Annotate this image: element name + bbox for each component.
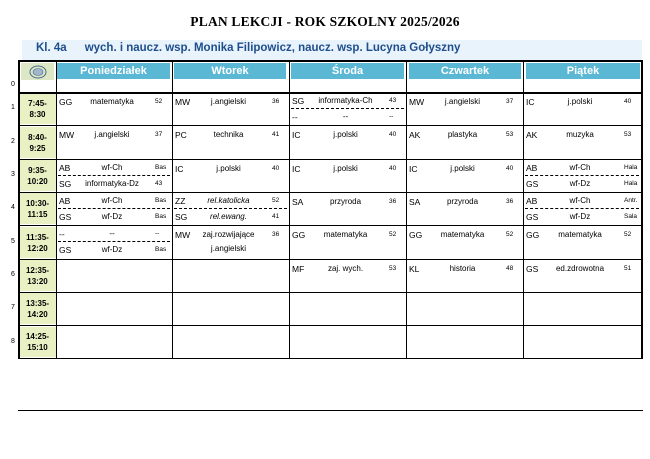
day-header-mon: Poniedziałek xyxy=(57,63,170,79)
lesson-room: 36 xyxy=(272,231,280,238)
lesson-subject: rel.ewang. xyxy=(210,212,247,221)
lesson-room: 48 xyxy=(506,265,514,272)
lesson-teacher: AB xyxy=(526,196,538,206)
lesson-room: -- xyxy=(389,113,394,120)
lesson-subject: ed.zdrowotna xyxy=(555,264,605,273)
lesson-subject: informatyka-Dz xyxy=(85,179,139,188)
lesson-teacher: -- xyxy=(292,112,298,122)
split-divider xyxy=(58,175,170,176)
lesson-subject: -- xyxy=(342,112,349,121)
lesson-teacher: GG xyxy=(409,230,423,240)
split-divider xyxy=(525,175,639,176)
footer-line xyxy=(18,410,643,411)
lesson-subject: matematyka xyxy=(90,97,134,106)
lesson-teacher: MW xyxy=(59,130,75,140)
lesson-room: 40 xyxy=(272,165,280,172)
lesson-room: Antr. xyxy=(624,197,638,204)
lesson-room: 36 xyxy=(272,98,280,105)
lesson-subject: wf-Ch xyxy=(569,196,591,205)
time-slot: 7:45- 8:30 xyxy=(19,93,56,124)
lesson-subject: wf-Ch xyxy=(101,196,123,205)
lesson-room: 40 xyxy=(506,165,514,172)
lesson-teacher: SG xyxy=(59,179,72,189)
lesson-teacher: SG xyxy=(292,96,305,106)
lesson-subject: wf-Dz xyxy=(569,212,591,221)
lesson-subject: muzyka xyxy=(566,130,594,139)
row-number: 2 xyxy=(11,138,15,145)
page-title: PLAN LEKCJI - ROK SZKOLNY 2025/2026 xyxy=(190,14,460,29)
grid-line xyxy=(406,60,407,358)
grid-line xyxy=(18,60,20,358)
grid-line xyxy=(172,60,173,358)
split-divider xyxy=(58,241,170,242)
lesson-teacher: SA xyxy=(292,197,304,207)
lesson-teacher: MW xyxy=(175,230,191,240)
lesson-subject: j.angielski xyxy=(444,97,481,106)
time-slot: 8:40- 9:25 xyxy=(19,127,56,158)
row-number: 1 xyxy=(11,104,15,111)
lesson-subject: historia xyxy=(449,264,476,273)
lesson-room: 36 xyxy=(389,198,397,205)
row-number: 0 xyxy=(11,81,15,88)
lesson-room: 43 xyxy=(389,97,397,104)
lesson-teacher: GG xyxy=(526,230,540,240)
grid-line xyxy=(523,60,524,358)
day-header-thu: Czwartek xyxy=(409,63,521,79)
lesson-room: 40 xyxy=(624,98,632,105)
lesson-subject: j.angielski xyxy=(210,97,247,106)
row-number: 8 xyxy=(11,338,15,345)
lesson-subject: wf-Dz xyxy=(569,179,591,188)
split-divider xyxy=(525,208,639,209)
lesson-teacher: GS xyxy=(59,212,72,222)
lesson-room: 53 xyxy=(506,131,514,138)
row-number: 5 xyxy=(11,238,15,245)
row-number: 6 xyxy=(11,271,15,278)
grid-line xyxy=(56,60,57,358)
lesson-room: Hala xyxy=(624,180,638,187)
lesson-teacher: IC xyxy=(409,164,418,174)
lesson-room: Hala xyxy=(624,164,638,171)
time-slot: 14:25- 15:10 xyxy=(19,327,56,357)
day-header-wed: Środa xyxy=(291,63,404,79)
grid-line xyxy=(18,259,641,260)
lesson-teacher: GS xyxy=(526,264,539,274)
lesson-subject: informatyka-Ch xyxy=(318,96,373,105)
lesson-teacher: GS xyxy=(59,245,72,255)
row-number: 7 xyxy=(11,304,15,311)
lesson-teacher: IC xyxy=(526,97,535,107)
lesson-subject: przyroda xyxy=(446,197,479,206)
lesson-teacher: IC xyxy=(292,164,301,174)
lesson-teacher: SG xyxy=(175,212,188,222)
grid-line xyxy=(18,125,641,126)
lesson-teacher: KL xyxy=(409,264,420,274)
split-divider xyxy=(291,108,404,109)
row-number: 4 xyxy=(11,204,15,211)
lesson-subject: plastyka xyxy=(447,130,478,139)
lesson-teacher: AB xyxy=(59,163,71,173)
lesson-subject: -- xyxy=(109,229,115,238)
lesson-room: 52 xyxy=(506,231,514,238)
lesson-teacher: GS xyxy=(526,212,539,222)
lesson-room: 52 xyxy=(155,98,163,105)
grid-line xyxy=(18,60,641,62)
grid-line xyxy=(18,92,641,94)
lesson-room: Bas xyxy=(155,197,167,204)
lesson-room: -- xyxy=(155,230,160,237)
lesson-room: 40 xyxy=(389,165,397,172)
lesson-subject: matematyka xyxy=(323,230,368,239)
lesson-subject: matematyka xyxy=(558,230,602,239)
lesson-room: 37 xyxy=(506,98,514,105)
lesson-subject: j.polski xyxy=(216,164,241,173)
lesson-room: 41 xyxy=(272,131,280,138)
lesson-subject: wf-Ch xyxy=(101,163,123,172)
lesson-teacher: MW xyxy=(409,97,425,107)
day-header-tue: Wtorek xyxy=(174,63,286,79)
lesson-subject: j.polski xyxy=(567,97,593,106)
split-divider xyxy=(58,208,170,209)
lesson-teacher: IC xyxy=(175,164,184,174)
lesson-teacher: PC xyxy=(175,130,187,140)
lesson-teacher: ZZ xyxy=(175,196,186,206)
class-teachers: wych. i naucz. wsp. Monika Filipowicz, naucz. wsp. Lucyna Gołyszny xyxy=(84,42,461,54)
lesson-room: 52 xyxy=(272,197,280,204)
time-slot: 9:35- 10:20 xyxy=(19,160,56,191)
grid-line xyxy=(18,192,641,193)
lesson-teacher: AB xyxy=(526,163,538,173)
lesson-subject: zaj. wych. xyxy=(327,264,364,273)
grid-line xyxy=(18,358,641,359)
lesson-room: 51 xyxy=(624,265,632,272)
lesson-teacher: GG xyxy=(292,230,306,240)
time-slot: 11:35- 12:20 xyxy=(19,227,56,258)
lesson-room: Sala xyxy=(624,213,638,220)
grid-line xyxy=(18,292,641,293)
grid-line xyxy=(18,225,641,226)
lesson-subject: rel.katolicka xyxy=(207,196,250,205)
lesson-room: 43 xyxy=(155,180,163,187)
lesson-teacher: GS xyxy=(526,179,539,189)
split-divider xyxy=(174,208,287,209)
lesson-room: Bas xyxy=(155,246,167,253)
lesson-subject: matematyka xyxy=(440,230,485,239)
lesson-subject: j.angielski xyxy=(94,130,130,139)
lesson-room: 40 xyxy=(389,131,397,138)
time-slot: 12:35- 13:20 xyxy=(19,260,56,291)
grid-line xyxy=(18,325,641,326)
grid-line xyxy=(289,60,290,358)
class-info-line xyxy=(36,42,460,54)
grid-line xyxy=(641,60,643,359)
lesson-teacher: MF xyxy=(292,264,305,274)
lesson-subject: wf-Dz xyxy=(101,245,123,254)
lesson-teacher: GG xyxy=(59,97,73,107)
grid-line xyxy=(18,159,641,160)
lesson-subject: wf-Dz xyxy=(101,212,123,221)
lesson-subject: wf-Ch xyxy=(569,163,591,172)
lesson-subject: przyroda xyxy=(329,197,362,206)
time-slot: 13:35- 14:20 xyxy=(19,293,56,324)
time-slot: 10:30- 11:15 xyxy=(19,193,56,224)
lesson-room: 37 xyxy=(155,131,163,138)
lesson-room: 41 xyxy=(272,213,280,220)
lesson-teacher: IC xyxy=(292,130,301,140)
lesson-teacher: AK xyxy=(409,130,421,140)
row-number: 3 xyxy=(11,171,15,178)
lesson-subject: zaj.rozwijające xyxy=(202,230,255,239)
lesson-room: 52 xyxy=(624,231,632,238)
lesson-subject: j.polski xyxy=(450,164,475,173)
lesson-subject: j.angielski xyxy=(210,244,247,253)
lesson-subject: j.polski xyxy=(333,130,358,139)
lesson-teacher: AK xyxy=(526,130,538,140)
lesson-subject: technika xyxy=(213,130,244,139)
lesson-room: 36 xyxy=(506,198,514,205)
lesson-room: Bas xyxy=(155,164,167,171)
lesson-subject: j.polski xyxy=(333,164,358,173)
lesson-teacher: AB xyxy=(59,196,71,206)
lesson-room: 53 xyxy=(624,131,632,138)
day-header-fri: Piątek xyxy=(526,63,640,79)
lesson-teacher: MW xyxy=(175,97,191,107)
lesson-teacher: -- xyxy=(59,229,65,239)
lesson-teacher: SA xyxy=(409,197,421,207)
lesson-room: 53 xyxy=(389,265,397,272)
school-emblem-icon xyxy=(29,65,47,79)
class-label: Kl. 4a xyxy=(36,42,67,54)
lesson-room: Bas xyxy=(155,213,167,220)
school-logo xyxy=(21,63,54,80)
lesson-room: 52 xyxy=(389,231,397,238)
